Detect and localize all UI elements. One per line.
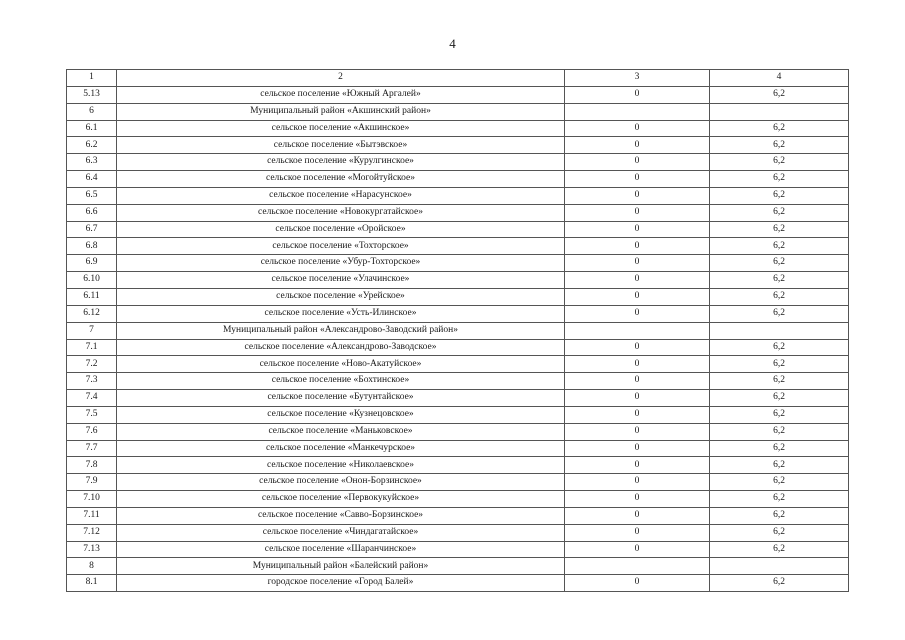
row-col3-cell: 0 (565, 238, 710, 255)
row-name-cell: сельское поселение «Шаранчинское» (117, 541, 565, 558)
row-col4-cell: 6,2 (710, 339, 849, 356)
row-number-cell: 6.5 (67, 187, 117, 204)
row-number-cell: 6.3 (67, 154, 117, 171)
row-number-cell: 7 (67, 322, 117, 339)
row-col3-cell: 0 (565, 171, 710, 188)
table-row (67, 221, 849, 238)
row-name-cell: сельское поселение «Ново-Акатуйское» (117, 356, 565, 373)
row-number-cell: 7.10 (67, 491, 117, 508)
row-number-cell: 7.5 (67, 406, 117, 423)
row-number-cell: 7.11 (67, 507, 117, 524)
row-name-cell: сельское поселение «Могойтуйское» (117, 171, 565, 188)
row-col3-cell: 0 (565, 288, 710, 305)
row-name-cell: сельское поселение «Маньковское» (117, 423, 565, 440)
row-col3-cell: 0 (565, 406, 710, 423)
table-row (67, 288, 849, 305)
row-col3-cell: 0 (565, 339, 710, 356)
row-name-cell: сельское поселение «Южный Аргалей» (117, 86, 565, 103)
table-row (67, 238, 849, 255)
row-col3-cell: 0 (565, 491, 710, 508)
table-row (67, 457, 849, 474)
row-col3-cell: 0 (565, 221, 710, 238)
row-name-cell: сельское поселение «Оройское» (117, 221, 565, 238)
table-row (67, 120, 849, 137)
row-name-cell: сельское поселение «Улачинское» (117, 272, 565, 289)
row-name-cell: сельское поселение «Александрово-Заводское» (117, 339, 565, 356)
table-row (67, 103, 849, 120)
row-col4-cell (710, 322, 849, 339)
row-name-cell: сельское поселение «Усть-Илинское» (117, 305, 565, 322)
header-cell-3: 3 (565, 70, 710, 87)
row-col4-cell: 6,2 (710, 491, 849, 508)
row-name-cell: Муниципальный район «Акшинский район» (117, 103, 565, 120)
row-col4-cell: 6,2 (710, 187, 849, 204)
table-row (67, 406, 849, 423)
row-number-cell: 6.6 (67, 204, 117, 221)
row-number-cell: 6.9 (67, 255, 117, 272)
row-col3-cell: 0 (565, 390, 710, 407)
header-cell-4: 4 (710, 70, 849, 87)
table-row (67, 339, 849, 356)
row-number-cell: 6 (67, 103, 117, 120)
table-row (67, 524, 849, 541)
table-header-row (67, 70, 849, 87)
row-col3-cell: 0 (565, 86, 710, 103)
row-name-cell: сельское поселение «Николаевское» (117, 457, 565, 474)
row-col4-cell: 6,2 (710, 575, 849, 592)
row-name-cell: сельское поселение «Бытэвское» (117, 137, 565, 154)
row-col3-cell: 0 (565, 541, 710, 558)
row-col3-cell: 0 (565, 255, 710, 272)
table-row (67, 440, 849, 457)
table-row (67, 187, 849, 204)
row-name-cell: сельское поселение «Бутунтайское» (117, 390, 565, 407)
row-col3-cell: 0 (565, 457, 710, 474)
row-number-cell: 7.2 (67, 356, 117, 373)
row-col4-cell: 6,2 (710, 524, 849, 541)
row-name-cell: сельское поселение «Тохторское» (117, 238, 565, 255)
table-row (67, 373, 849, 390)
row-number-cell: 7.4 (67, 390, 117, 407)
table-row (67, 272, 849, 289)
row-number-cell: 7.7 (67, 440, 117, 457)
table-row (67, 305, 849, 322)
row-name-cell: сельское поселение «Курулгинское» (117, 154, 565, 171)
table-row (67, 137, 849, 154)
row-col4-cell: 6,2 (710, 406, 849, 423)
page-number: 4 (449, 36, 456, 51)
data-table (66, 69, 849, 592)
header-cell-1: 1 (67, 70, 117, 87)
row-col3-cell: 0 (565, 272, 710, 289)
row-number-cell: 6.8 (67, 238, 117, 255)
row-number-cell: 6.12 (67, 305, 117, 322)
row-col4-cell: 6,2 (710, 474, 849, 491)
row-col4-cell: 6,2 (710, 356, 849, 373)
table-row (67, 541, 849, 558)
row-col3-cell: 0 (565, 575, 710, 592)
table-row (67, 322, 849, 339)
row-col4-cell: 6,2 (710, 120, 849, 137)
row-name-cell: сельское поселение «Урейское» (117, 288, 565, 305)
row-col3-cell (565, 103, 710, 120)
table-row (67, 390, 849, 407)
row-col3-cell: 0 (565, 507, 710, 524)
row-number-cell: 7.6 (67, 423, 117, 440)
row-name-cell: городское поселение «Город Балей» (117, 575, 565, 592)
row-number-cell: 8 (67, 558, 117, 575)
table-body (67, 70, 849, 592)
header-cell-2: 2 (117, 70, 565, 87)
row-col3-cell: 0 (565, 356, 710, 373)
row-col3-cell: 0 (565, 154, 710, 171)
row-col4-cell: 6,2 (710, 238, 849, 255)
row-col4-cell: 6,2 (710, 305, 849, 322)
row-col4-cell: 6,2 (710, 507, 849, 524)
table-row (67, 86, 849, 103)
row-number-cell: 8.1 (67, 575, 117, 592)
row-number-cell: 5.13 (67, 86, 117, 103)
row-col4-cell: 6,2 (710, 457, 849, 474)
row-col3-cell: 0 (565, 204, 710, 221)
row-name-cell: Муниципальный район «Балейский район» (117, 558, 565, 575)
table-row (67, 255, 849, 272)
row-col4-cell: 6,2 (710, 390, 849, 407)
row-col4-cell: 6,2 (710, 440, 849, 457)
row-name-cell: сельское поселение «Новокургатайское» (117, 204, 565, 221)
row-number-cell: 6.10 (67, 272, 117, 289)
row-name-cell: сельское поселение «Бохтинское» (117, 373, 565, 390)
row-number-cell: 6.11 (67, 288, 117, 305)
table-row (67, 204, 849, 221)
row-col3-cell (565, 558, 710, 575)
row-col3-cell: 0 (565, 305, 710, 322)
row-number-cell: 7.3 (67, 373, 117, 390)
row-number-cell: 6.1 (67, 120, 117, 137)
row-number-cell: 7.13 (67, 541, 117, 558)
row-col3-cell: 0 (565, 423, 710, 440)
row-col4-cell: 6,2 (710, 86, 849, 103)
row-col3-cell: 0 (565, 524, 710, 541)
table-row (67, 558, 849, 575)
row-name-cell: сельское поселение «Первокукуйское» (117, 491, 565, 508)
row-col4-cell: 6,2 (710, 154, 849, 171)
row-col4-cell (710, 103, 849, 120)
row-col4-cell: 6,2 (710, 373, 849, 390)
row-col3-cell (565, 322, 710, 339)
row-col4-cell: 6,2 (710, 255, 849, 272)
table-row (67, 356, 849, 373)
row-col4-cell: 6,2 (710, 221, 849, 238)
row-number-cell: 6.7 (67, 221, 117, 238)
row-name-cell: сельское поселение «Акшинское» (117, 120, 565, 137)
row-col3-cell: 0 (565, 120, 710, 137)
row-number-cell: 7.1 (67, 339, 117, 356)
row-name-cell: сельское поселение «Чиндагатайское» (117, 524, 565, 541)
table-row (67, 474, 849, 491)
table-row (67, 491, 849, 508)
row-col3-cell: 0 (565, 440, 710, 457)
row-number-cell: 6.2 (67, 137, 117, 154)
row-number-cell: 7.9 (67, 474, 117, 491)
row-col4-cell: 6,2 (710, 171, 849, 188)
row-col4-cell: 6,2 (710, 423, 849, 440)
row-number-cell: 6.4 (67, 171, 117, 188)
row-name-cell: сельское поселение «Убур-Тохторское» (117, 255, 565, 272)
row-col4-cell: 6,2 (710, 137, 849, 154)
row-col4-cell: 6,2 (710, 541, 849, 558)
row-col4-cell: 6,2 (710, 288, 849, 305)
row-name-cell: сельское поселение «Онон-Борзинское» (117, 474, 565, 491)
row-col4-cell (710, 558, 849, 575)
row-name-cell: сельское поселение «Кузнецовское» (117, 406, 565, 423)
row-name-cell: Муниципальный район «Александрово-Заводский район» (117, 322, 565, 339)
row-name-cell: сельское поселение «Манкечурское» (117, 440, 565, 457)
row-number-cell: 7.8 (67, 457, 117, 474)
table-row (67, 171, 849, 188)
table-row (67, 423, 849, 440)
row-name-cell: сельское поселение «Нарасунское» (117, 187, 565, 204)
row-col4-cell: 6,2 (710, 204, 849, 221)
row-name-cell: сельское поселение «Савво-Борзинское» (117, 507, 565, 524)
row-col3-cell: 0 (565, 474, 710, 491)
table-row (67, 154, 849, 171)
row-col3-cell: 0 (565, 187, 710, 204)
row-col4-cell: 6,2 (710, 272, 849, 289)
table-row (67, 575, 849, 592)
row-col3-cell: 0 (565, 137, 710, 154)
row-number-cell: 7.12 (67, 524, 117, 541)
table-row (67, 507, 849, 524)
row-col3-cell: 0 (565, 373, 710, 390)
